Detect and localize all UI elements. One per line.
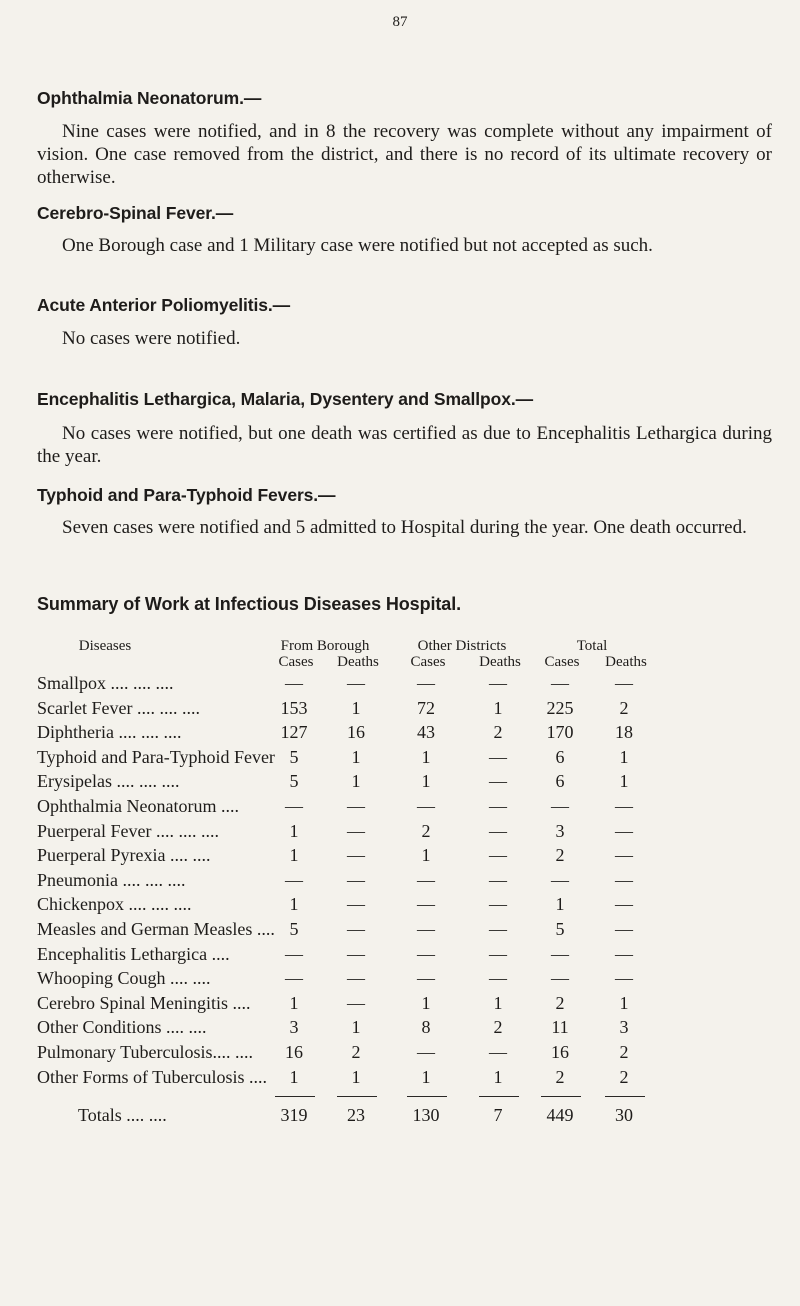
table-cell: 18 bbox=[615, 722, 633, 743]
table-cell: — bbox=[347, 894, 365, 915]
table-cell: 1 bbox=[619, 771, 629, 792]
table-cell: 1 bbox=[351, 1066, 361, 1087]
table-cell: 1 bbox=[421, 992, 431, 1013]
table-cell: 2 bbox=[619, 697, 629, 718]
heading-typhoid: Typhoid and Para-Typhoid Fevers.— bbox=[37, 485, 336, 505]
table-cell: 2 bbox=[555, 845, 565, 866]
table-cell: — bbox=[615, 796, 633, 816]
paragraph-ophthalmia: Nine cases were notified, and in 8 the recovery was complete without any impairment of vision. One case removed from the district, and there is no record of its ultimate recovery or otherwise. bbox=[37, 121, 772, 188]
table-cell: 1 bbox=[289, 845, 299, 866]
totals-label: Totals .... .... bbox=[78, 1105, 167, 1125]
table-cell: — bbox=[489, 943, 507, 964]
table-row-label: Chickenpox .... .... .... bbox=[37, 894, 192, 915]
table-cell: 2 bbox=[619, 1066, 629, 1087]
column-group-header: Total bbox=[576, 638, 608, 654]
table-cell: — bbox=[417, 943, 435, 964]
table-cell: — bbox=[489, 673, 507, 693]
table-cell: — bbox=[285, 673, 303, 693]
table-cell: — bbox=[489, 771, 507, 792]
column-subheader: Deaths bbox=[605, 654, 647, 670]
table-cell: 3 bbox=[289, 1017, 299, 1038]
table-row-label: Measles and German Measles .... bbox=[37, 919, 275, 939]
table-cell: — bbox=[489, 845, 507, 866]
totals-cell: 319 bbox=[280, 1105, 308, 1125]
page-number: 87 bbox=[392, 14, 408, 30]
paragraph-typhoid: Seven cases were notified and 5 admitted to Hospital during the year. One death occurred. bbox=[62, 517, 747, 538]
totals-rule bbox=[275, 1096, 315, 1097]
table-cell: — bbox=[615, 919, 633, 939]
table-cell: 6 bbox=[555, 746, 565, 767]
table-cell: 153 bbox=[280, 697, 308, 718]
table-cell: 1 bbox=[421, 1066, 431, 1087]
table-cell: 2 bbox=[555, 992, 565, 1013]
table-cell: — bbox=[615, 894, 633, 915]
table-cell: — bbox=[347, 943, 365, 964]
table-cell: 1 bbox=[289, 992, 299, 1013]
table-cell: — bbox=[285, 968, 303, 989]
table-cell: — bbox=[489, 894, 507, 915]
table-cell: 1 bbox=[289, 894, 299, 915]
table-cell: — bbox=[615, 845, 633, 866]
table-cell: 1 bbox=[493, 697, 503, 718]
table-cell: 2 bbox=[421, 820, 431, 841]
heading-encephalitis: Encephalitis Lethargica, Malaria, Dysentery and Smallpox.— bbox=[37, 389, 534, 409]
table-cell: — bbox=[489, 746, 507, 767]
table-row-label: Whooping Cough .... .... bbox=[37, 968, 211, 989]
table-row-label: Pneumonia .... .... .... bbox=[37, 869, 186, 890]
table-cell: — bbox=[417, 869, 435, 890]
table-cell: — bbox=[347, 820, 365, 841]
totals-cell: 23 bbox=[347, 1105, 365, 1125]
table-row-label: Scarlet Fever .... .... .... bbox=[37, 697, 200, 718]
table-cell: 2 bbox=[493, 1017, 503, 1038]
table-row-label: Puerperal Fever .... .... .... bbox=[37, 820, 219, 841]
table-row-label: Other Conditions .... .... bbox=[37, 1017, 207, 1038]
table-cell: 1 bbox=[351, 697, 361, 718]
table-row-label: Typhoid and Para-Typhoid Fever bbox=[37, 746, 275, 767]
table-row-label: Erysipelas .... .... .... bbox=[37, 771, 180, 792]
table-cell: — bbox=[285, 796, 303, 816]
table-cell: — bbox=[347, 968, 365, 989]
table-cell: — bbox=[417, 1042, 435, 1062]
table-cell: — bbox=[347, 992, 365, 1013]
table-cell: — bbox=[489, 1042, 507, 1062]
column-group-header: From Borough bbox=[280, 638, 370, 654]
table-cell: — bbox=[417, 968, 435, 989]
table-cell: 16 bbox=[285, 1042, 303, 1062]
table-title: Summary of Work at Infectious Diseases Hospital. bbox=[37, 594, 461, 614]
table-cell: 2 bbox=[619, 1042, 629, 1062]
table-cell: 5 bbox=[289, 771, 299, 792]
totals-rule bbox=[479, 1096, 519, 1097]
table-cell: — bbox=[551, 673, 569, 693]
table-cell: — bbox=[347, 919, 365, 939]
table-row-label: Diphtheria .... .... .... bbox=[37, 722, 182, 743]
table-cell: — bbox=[615, 673, 633, 693]
table-cell: 1 bbox=[619, 746, 629, 767]
table-cell: — bbox=[417, 796, 435, 816]
table-cell: — bbox=[347, 673, 365, 693]
table-cell: — bbox=[551, 943, 569, 964]
paragraph-encephalitis: No cases were notified, but one death was certified as due to Encephalitis Lethargica during the year. bbox=[37, 423, 772, 467]
table-cell: 8 bbox=[421, 1017, 431, 1038]
table-cell: — bbox=[489, 869, 507, 890]
table-cell: — bbox=[285, 943, 303, 964]
column-subheader: Cases bbox=[278, 654, 314, 670]
heading-ophthalmia: Ophthalmia Neonatorum.— bbox=[37, 88, 262, 108]
totals-cell: 30 bbox=[615, 1105, 633, 1125]
table-cell: 3 bbox=[555, 820, 565, 841]
totals-cell: 449 bbox=[546, 1105, 574, 1125]
table-cell: 1 bbox=[289, 820, 299, 841]
column-subheader: Deaths bbox=[479, 654, 521, 670]
table-cell: — bbox=[489, 796, 507, 816]
table-cell: — bbox=[285, 869, 303, 890]
table-cell: 225 bbox=[546, 697, 574, 718]
table-cell: — bbox=[615, 820, 633, 841]
totals-rule bbox=[541, 1096, 581, 1097]
table-cell: 1 bbox=[619, 992, 629, 1013]
totals-rule bbox=[407, 1096, 447, 1097]
table-row-label: Pulmonary Tuberculosis.... .... bbox=[37, 1042, 254, 1062]
table-cell: 1 bbox=[421, 746, 431, 767]
table-cell: — bbox=[551, 869, 569, 890]
table-cell: 1 bbox=[289, 1066, 299, 1087]
table-cell: — bbox=[417, 894, 435, 915]
table-cell: 5 bbox=[555, 919, 565, 939]
table-cell: 1 bbox=[493, 1066, 503, 1087]
table-cell: 5 bbox=[289, 746, 299, 767]
table-cell: — bbox=[489, 820, 507, 841]
table-cell: — bbox=[347, 796, 365, 816]
table-cell: — bbox=[347, 869, 365, 890]
table-row-label: Ophthalmia Neonatorum .... bbox=[37, 796, 239, 816]
table-cell: — bbox=[551, 968, 569, 989]
table-cell: 1 bbox=[421, 845, 431, 866]
table-cell: 16 bbox=[551, 1042, 569, 1062]
paragraph-cerebro-spinal: One Borough case and 1 Military case were notified but not accepted as such. bbox=[62, 235, 653, 256]
table-cell: — bbox=[489, 968, 507, 989]
table-cell: — bbox=[615, 943, 633, 964]
paragraph-poliomyelitis: No cases were notified. bbox=[62, 328, 241, 349]
table-row-label: Other Forms of Tuberculosis .... bbox=[37, 1066, 268, 1087]
table-cell: 1 bbox=[493, 992, 503, 1013]
table-cell: 1 bbox=[351, 771, 361, 792]
table-cell: — bbox=[615, 968, 633, 989]
table-cell: 2 bbox=[555, 1066, 565, 1087]
table-cell: 1 bbox=[351, 1017, 361, 1038]
table-cell: 43 bbox=[417, 722, 435, 743]
totals-cell: 130 bbox=[412, 1105, 440, 1125]
table-cell: 2 bbox=[351, 1042, 361, 1062]
table-cell: 127 bbox=[280, 722, 308, 743]
table-cell: 170 bbox=[546, 722, 574, 743]
table-row-label: Encephalitis Lethargica .... bbox=[37, 943, 230, 964]
table-cell: 72 bbox=[417, 697, 435, 718]
table-cell: — bbox=[551, 796, 569, 816]
table-cell: 16 bbox=[347, 722, 365, 743]
table-row-label: Cerebro Spinal Meningitis .... bbox=[37, 992, 251, 1013]
totals-cell: 7 bbox=[493, 1105, 503, 1125]
table-cell: 3 bbox=[619, 1017, 629, 1038]
table-cell: 11 bbox=[551, 1017, 569, 1038]
table-cell: — bbox=[615, 869, 633, 890]
table-row-label: Puerperal Pyrexia .... .... bbox=[37, 845, 211, 866]
table-cell: — bbox=[417, 673, 435, 693]
column-subheader: Cases bbox=[410, 654, 446, 670]
heading-cerebro-spinal: Cerebro-Spinal Fever.— bbox=[37, 203, 234, 223]
column-header-diseases: Diseases bbox=[78, 638, 132, 654]
table-cell: 2 bbox=[493, 722, 503, 743]
table-cell: 1 bbox=[555, 894, 565, 915]
table-cell: — bbox=[489, 919, 507, 939]
column-group-header: Other Districts bbox=[417, 638, 507, 654]
table-cell: 1 bbox=[421, 771, 431, 792]
table-cell: 6 bbox=[555, 771, 565, 792]
table-row-label: Smallpox .... .... .... bbox=[37, 673, 174, 693]
table-cell: 5 bbox=[289, 919, 299, 939]
table-cell: — bbox=[417, 919, 435, 939]
totals-rule bbox=[605, 1096, 645, 1097]
totals-rule bbox=[337, 1096, 377, 1097]
column-subheader: Deaths bbox=[337, 654, 379, 670]
table-cell: 1 bbox=[351, 746, 361, 767]
heading-poliomyelitis: Acute Anterior Poliomyelitis.— bbox=[37, 295, 291, 315]
table-cell: — bbox=[347, 845, 365, 866]
column-subheader: Cases bbox=[544, 654, 580, 670]
